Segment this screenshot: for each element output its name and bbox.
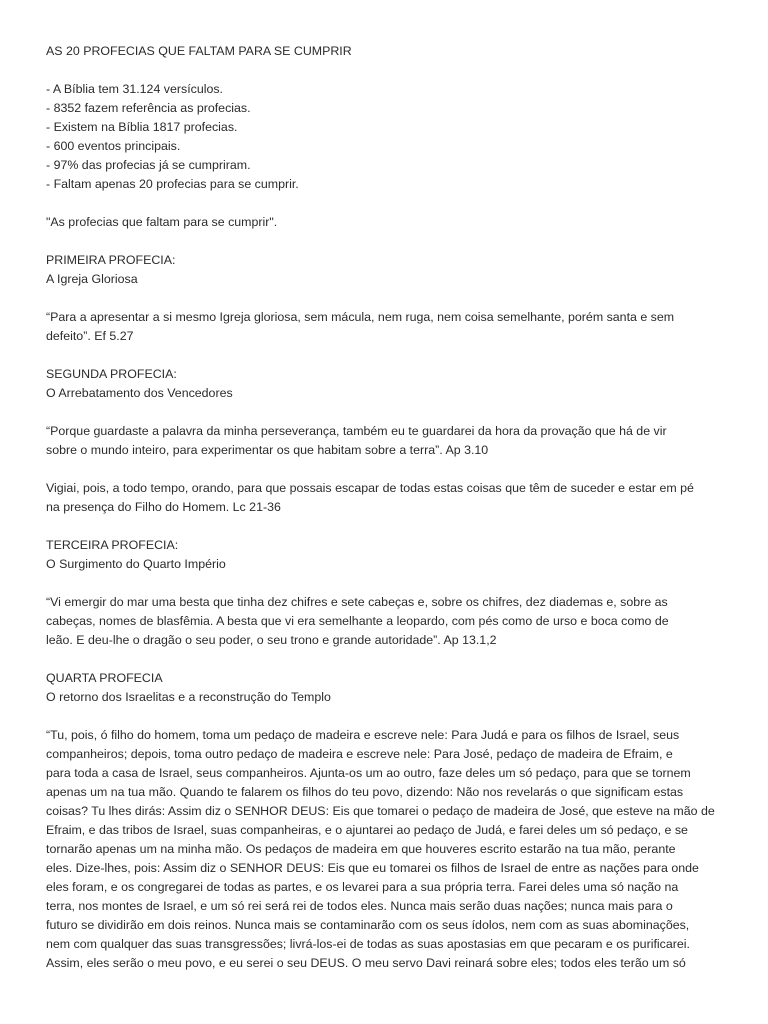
document-page <box>46 42 736 973</box>
fact-item: - A Bíblia tem 31.124 versículos. <box>46 82 224 96</box>
paragraph-line: eles foram, e os congregarei de todas as partes, e os levarei para a sua própria terra. Farei deles uma só nação na <box>46 880 679 894</box>
paragraph-line: futuro se dividirão em dois reinos. Nunca mais se contaminarão com os seus ídolos, nem com as suas abominações, <box>46 918 690 932</box>
paragraph-line: coisas? Tu lhes dirás: Assim diz o SENHOR DEUS: Eis que tomarei o pedaço de madeira de José, que esteve na mão de <box>46 804 715 818</box>
paragraph-line: nem com qualquer das suas transgressões; livrá-los-ei de todas as suas apostasias em que pecaram e os purificarei. <box>46 937 690 951</box>
section-heading: SEGUNDA PROFECIA: <box>46 367 177 381</box>
scripture-paragraph <box>46 422 736 460</box>
section-heading: QUARTA PROFECIA <box>46 671 163 685</box>
prophecy-section <box>46 365 736 517</box>
section-heading: TERCEIRA PROFECIA: <box>46 538 179 552</box>
section-heading: PRIMEIRA PROFECIA: <box>46 253 176 267</box>
prophecy-section <box>46 536 736 650</box>
paragraph-line: apenas um na tua mão. Quando te falarem os filhos do teu povo, dizendo: Não nos revelarás o que significam estas <box>46 785 684 799</box>
paragraph-line: tornarão apenas um na minha mão. Os pedaços de madeira em que houveres escrito estarão na tua mão, perante <box>46 842 676 856</box>
paragraph-line: companheiros; depois, toma outro pedaço de madeira e escreve nele: Para José, pedaço de madeira de Efraim, e <box>46 747 673 761</box>
scripture-paragraph <box>46 593 736 650</box>
spacer <box>46 707 736 726</box>
section-subtitle: O Arrebatamento dos Vencedores <box>46 386 233 400</box>
section-subtitle: O retorno dos Israelitas e a reconstrução do Templo <box>46 690 331 704</box>
fact-item: - Existem na Bíblia 1817 profecias. <box>46 120 238 134</box>
scripture-paragraph <box>46 479 736 517</box>
scripture-paragraph <box>46 726 736 973</box>
fact-item: - Faltam apenas 20 profecias para se cumprir. <box>46 177 299 191</box>
intro-quote: "As profecias que faltam para se cumprir". <box>46 215 278 229</box>
facts-list <box>46 80 736 194</box>
spacer <box>46 232 736 251</box>
spacer <box>46 346 736 365</box>
paragraph-line: leão. E deu-lhe o dragão o seu poder, o seu trono e grande autoridade”. Ap 13.1,2 <box>46 633 497 647</box>
spacer <box>46 289 736 308</box>
paragraph-line: sobre o mundo inteiro, para experimentar os que habitam sobre a terra”. Ap 3.10 <box>46 443 489 457</box>
paragraph-line: Assim, eles serão o meu povo, e eu serei o seu DEUS. O meu servo Davi reinará sobre eles; todos eles terão um só <box>46 956 686 970</box>
spacer <box>46 403 736 422</box>
spacer <box>46 650 736 669</box>
paragraph-line: defeito”. Ef 5.27 <box>46 329 134 343</box>
spacer <box>46 194 736 213</box>
paragraph-line: cabeças, nomes de blasfêmia. A besta que vi era semelhante a leopardo, com pés como de urso e boca como de <box>46 614 669 628</box>
section-subtitle: O Surgimento do Quarto Império <box>46 557 226 571</box>
fact-item: - 600 eventos principais. <box>46 139 181 153</box>
prophecy-section <box>46 251 736 346</box>
fact-item: - 97% das profecias já se cumpriram. <box>46 158 251 172</box>
paragraph-line: “Tu, pois, ó filho do homem, toma um pedaço de madeira e escreve nele: Para Judá e para os filhos de Israel, seus <box>46 728 680 742</box>
paragraph-line: Vigiai, pois, a todo tempo, orando, para que possais escapar de todas estas coisas que têm de suceder e estar em pé <box>46 481 694 495</box>
prophecy-section <box>46 669 736 973</box>
fact-item: - 8352 fazem referência as profecias. <box>46 101 251 115</box>
paragraph-line: “Para a apresentar a si mesmo Igreja gloriosa, sem mácula, nem ruga, nem coisa semelhante, porém santa e sem <box>46 310 675 324</box>
document-title: AS 20 PROFECIAS QUE FALTAM PARA SE CUMPRIR <box>46 44 352 58</box>
spacer <box>46 517 736 536</box>
paragraph-line: Efraim, e das tribos de Israel, suas companheiras, e o ajuntarei ao pedaço de Judá, e farei deles um só pedaço, e se <box>46 823 688 837</box>
paragraph-line: “Porque guardaste a palavra da minha perseverança, também eu te guardarei da hora da provação que há de vir <box>46 424 667 438</box>
section-subtitle: A Igreja Gloriosa <box>46 272 138 286</box>
paragraph-line: “Vi emergir do mar uma besta que tinha dez chifres e sete cabeças e, sobre os chifres, dez diademas e, sobre as <box>46 595 668 609</box>
paragraph-line: eles. Dize-lhes, pois: Assim diz o SENHOR DEUS: Eis que eu tomarei os filhos de Israel de entre as nações para onde <box>46 861 699 875</box>
paragraph-line: na presença do Filho do Homem. Lc 21-36 <box>46 500 281 514</box>
spacer <box>46 460 736 479</box>
paragraph-line: para toda a casa de Israel, seus companheiros. Ajunta-os um ao outro, faze deles um só pedaço, para que se tornem <box>46 766 691 780</box>
spacer <box>46 61 736 80</box>
spacer <box>46 574 736 593</box>
paragraph-line: terra, nos montes de Israel, e um só rei será rei de todos eles. Nunca mais serão duas nações; nunca mais para o <box>46 899 673 913</box>
scripture-paragraph <box>46 308 736 346</box>
